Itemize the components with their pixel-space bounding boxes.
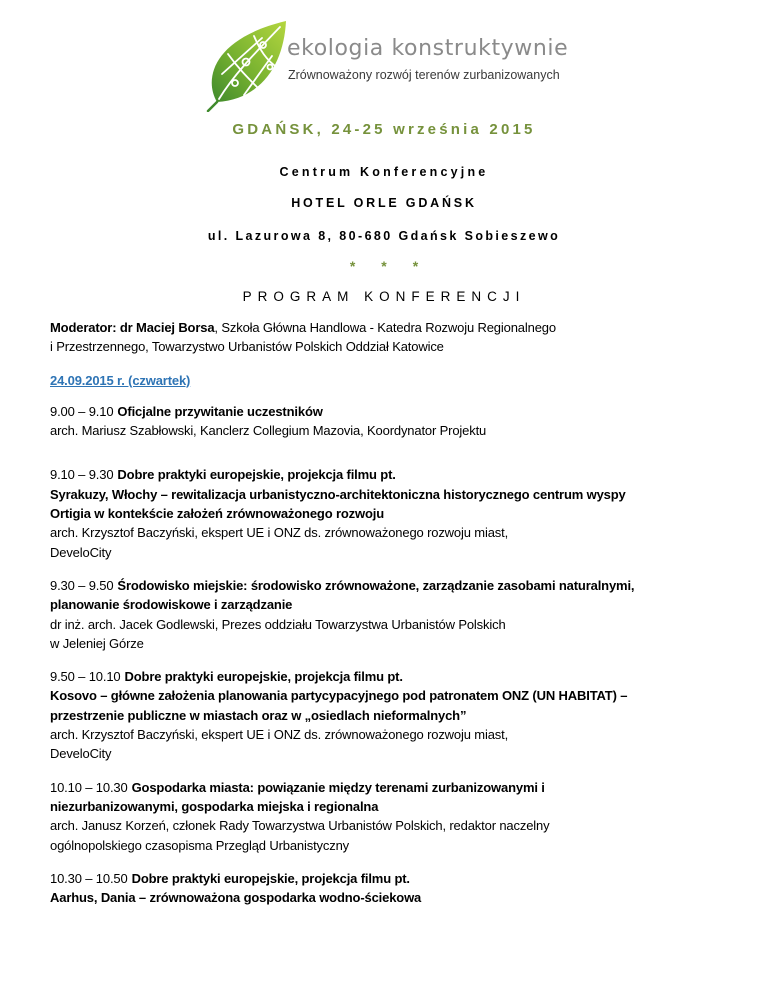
session-item: [50, 402, 760, 441]
session-title: niezurbanizowanymi, gospodarka miejska i regionalna: [50, 798, 379, 814]
speaker-line: ogólnopolskiego czasopisma Przegląd Urbanistyczny: [50, 837, 350, 853]
session-title: Syrakuzy, Włochy – rewitalizacja urbanistyczno-architektoniczna historycznego centrum wyspy: [50, 486, 626, 502]
session-item: [50, 667, 760, 763]
session-item: [50, 778, 760, 855]
day-heading: 24.09.2015 r. (czwartek): [50, 372, 191, 388]
session-time: 9.00 – 9.10: [50, 403, 114, 419]
session-title: Gospodarka miasta: powiązanie między terenami zurbanizowanymi i: [131, 779, 545, 795]
session-title-line: [50, 485, 760, 504]
speaker-line: arch. Mariusz Szabłowski, Kanclerz Collegium Mazovia, Koordynator Projektu: [50, 423, 487, 439]
session-heading-line: [50, 465, 760, 484]
session-title: przestrzenie publiczne w miastach oraz w „osiedlach nieformalnych”: [50, 707, 467, 723]
speaker-line: arch. Krzysztof Baczyński, ekspert UE i ONZ ds. zrównoważonego rozwoju miast,: [50, 727, 509, 743]
session-item: [50, 869, 760, 908]
session-title-line: [50, 504, 760, 523]
logo-tagline: Zrównoważony rozwój terenów zurbanizowanych: [288, 68, 560, 82]
speaker-line: dr inż. arch. Jacek Godlewski, Prezes oddziału Towarzystwa Urbanistów Polskich: [50, 616, 506, 632]
speaker-line: w Jeleniej Górze: [50, 635, 144, 651]
session-time: 10.10 – 10.30: [50, 779, 128, 795]
session-heading-line: [50, 576, 760, 595]
session-title: Kosovo – główne założenia planowania partycypacyjnego pod patronatem ONZ (UN HABITAT) –: [50, 688, 628, 704]
session-time: 9.50 – 10.10: [50, 669, 121, 685]
event-address: ul. Lazurowa 8, 80-680 Gdańsk Sobieszewo: [207, 229, 561, 243]
moderator-affiliation: , Szkoła Główna Handlowa - Katedra Rozwoju Regionalnego: [214, 320, 556, 335]
event-city-dates: GDAŃSK, 24-25 września 2015: [232, 121, 536, 138]
asterisk-icon: *: [381, 258, 387, 274]
session-heading-line: [50, 402, 760, 421]
moderator-block: [50, 318, 760, 357]
moderator-line: [50, 318, 760, 337]
session-title-line: [50, 706, 760, 725]
session-title: Środowisko miejskie: środowisko zrównoważone, zarządzanie zasobami naturalnymi,: [117, 577, 635, 593]
asterisk-icon: *: [412, 258, 419, 274]
event-hotel: HOTEL ORLE GDAŃSK: [291, 196, 477, 210]
moderator-line: i Przestrzennego, Towarzystwo Urbanistów Polskich Oddział Katowice: [50, 339, 444, 355]
speaker-line: arch. Janusz Korzeń, członek Rady Towarzystwa Urbanistów Polskich, redaktor naczelny: [50, 818, 550, 834]
session-heading-line: [50, 869, 760, 888]
session-item: [50, 465, 760, 561]
session-title: Ortigia w kontekście założeń zrównoważonego rozwoju: [50, 506, 385, 522]
speaker-line: DeveloCity: [50, 746, 112, 762]
session-title-line: [50, 797, 760, 816]
session-title: Dobre praktyki europejskie, projekcja filmu pt.: [117, 467, 396, 483]
speaker-line: DeveloCity: [50, 544, 112, 560]
session-time: 9.10 – 9.30: [50, 467, 114, 483]
asterisk-icon: *: [349, 258, 356, 274]
session-title: planowanie środowiskowe i zarządzanie: [50, 597, 293, 613]
session-title: Dobre praktyki europejskie, projekcja filmu pt.: [131, 870, 410, 886]
logo-name: ekologia konstruktywnie: [287, 36, 569, 61]
session-time: 9.30 – 9.50: [50, 577, 114, 593]
session-title-line: [50, 888, 760, 907]
program-body: [50, 318, 760, 907]
event-venue: Centrum Konferencyjne: [279, 165, 489, 179]
session-title: Oficjalne przywitanie uczestników: [117, 403, 323, 419]
speaker-line: arch. Krzysztof Baczyński, ekspert UE i ONZ ds. zrównoważonego rozwoju miast,: [50, 525, 509, 541]
session-title: Dobre praktyki europejskie, projekcja filmu pt.: [124, 669, 403, 685]
program-title: PROGRAM KONFERENCJI: [242, 289, 526, 304]
asterisk-separator: [0, 256, 768, 276]
session-title-line: [50, 595, 760, 614]
session-item: [50, 576, 760, 653]
leaf-icon: [200, 16, 290, 112]
session-heading-line: [50, 778, 760, 797]
session-time: 10.30 – 10.50: [50, 870, 128, 886]
session-title-line: [50, 686, 760, 705]
session-title: Aarhus, Dania – zrównoważona gospodarka wodno-ściekowa: [50, 890, 422, 906]
session-heading-line: [50, 667, 760, 686]
moderator-name: Moderator: dr Maciej Borsa: [50, 320, 215, 335]
